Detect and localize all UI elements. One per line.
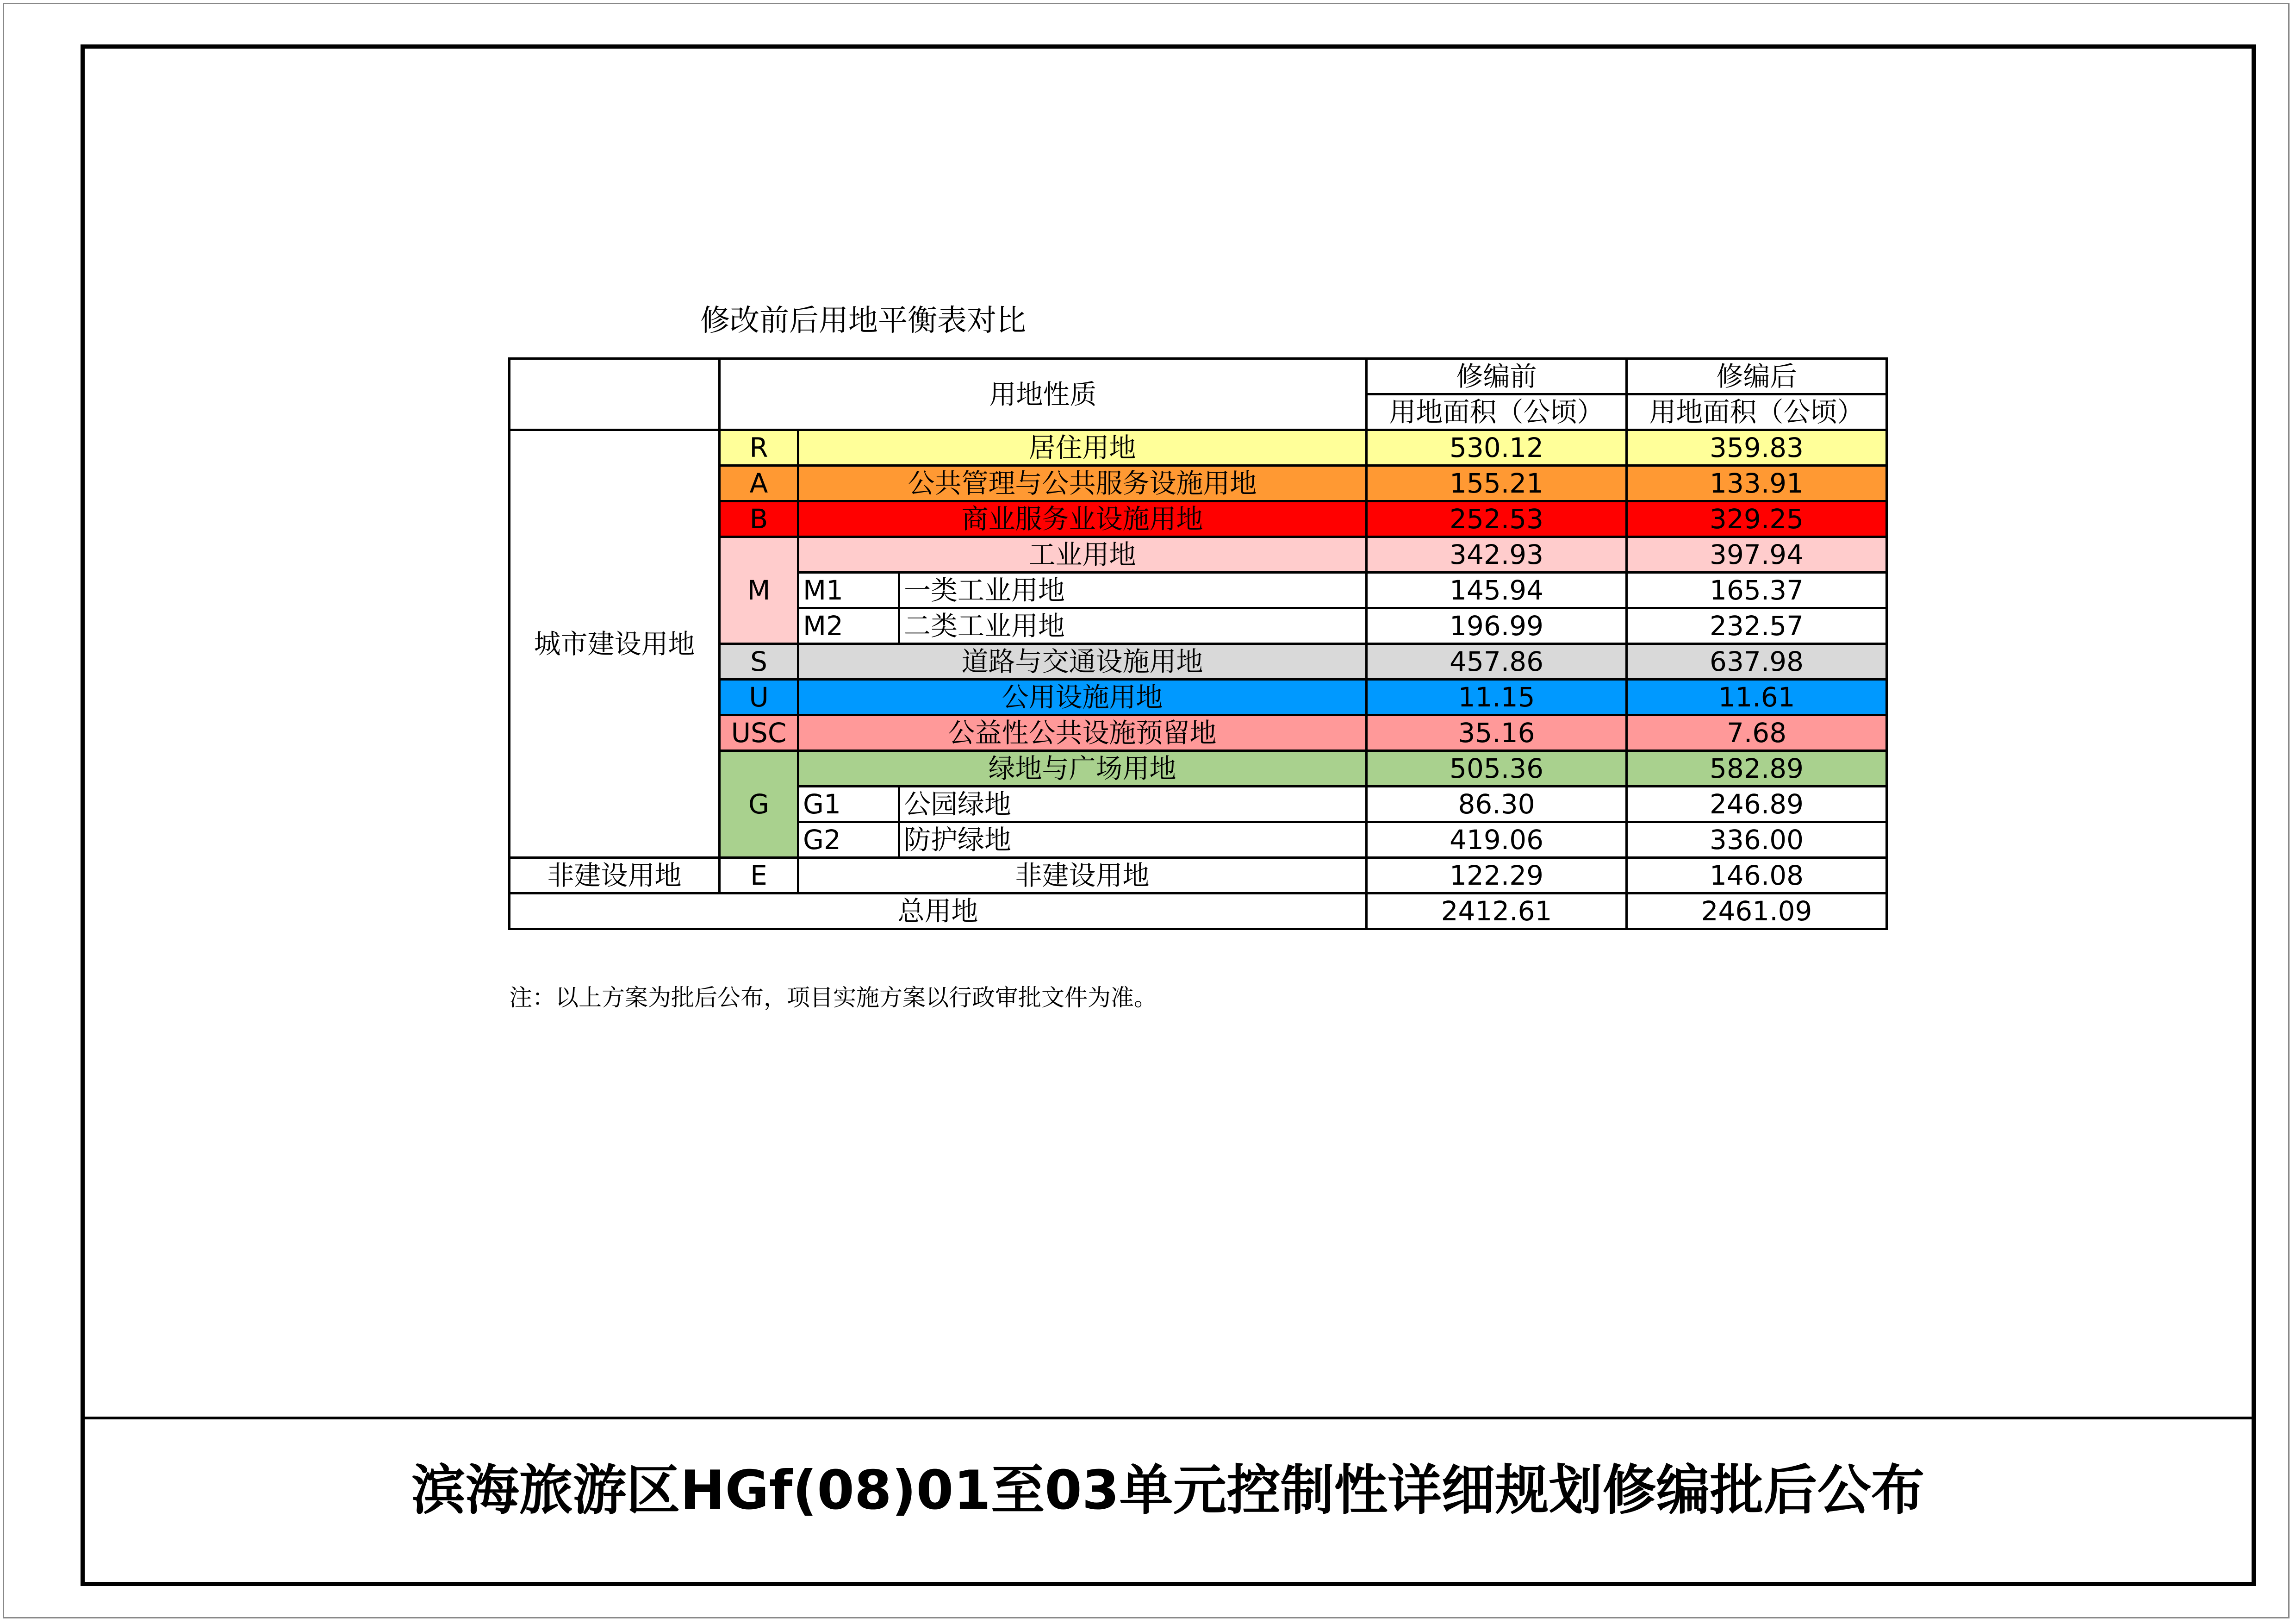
name-cell: 居住用地	[798, 430, 1367, 466]
value-before: 86.30	[1367, 787, 1627, 822]
code-cell: R	[720, 430, 798, 466]
plan-title: 滨海旅游区HGf(08)01至03单元控制性详细规划修编批后公布	[411, 1459, 1925, 1522]
value-after: 165.37	[1627, 573, 1887, 608]
value-after: 232.57	[1627, 608, 1887, 644]
value-after: 11.61	[1627, 680, 1887, 715]
value-before: 505.36	[1367, 751, 1627, 787]
value-after: 246.89	[1627, 787, 1887, 822]
value-before: 196.99	[1367, 608, 1627, 644]
header-row-1	[510, 359, 1887, 394]
name-cell: 绿地与广场用地	[798, 751, 1367, 787]
header-area-before: 用地面积（公顷）	[1367, 394, 1627, 430]
table-title: 修改前后用地平衡表对比	[700, 304, 1026, 338]
code-cell: E	[720, 858, 798, 893]
subcode-cell: G1	[798, 787, 899, 822]
subcode-cell: M1	[798, 573, 899, 608]
value-after: 397.94	[1627, 537, 1887, 573]
header-blank	[510, 359, 720, 430]
name-cell: 二类工业用地	[899, 608, 1367, 644]
name-cell: 商业服务业设施用地	[798, 501, 1367, 537]
header-before: 修编前	[1367, 359, 1627, 394]
value-before: 342.93	[1367, 537, 1627, 573]
value-after: 146.08	[1627, 858, 1887, 893]
total-after: 2461.09	[1627, 893, 1887, 929]
total-before: 2412.61	[1367, 893, 1627, 929]
name-cell: 道路与交通设施用地	[798, 644, 1367, 680]
name-cell: 防护绿地	[899, 822, 1367, 858]
code-cell: USC	[720, 715, 798, 751]
value-before: 145.94	[1367, 573, 1627, 608]
table-row	[510, 858, 1887, 893]
value-after: 329.25	[1627, 501, 1887, 537]
title-block-divider	[81, 1417, 2256, 1419]
subcode-cell: M2	[798, 608, 899, 644]
value-after: 637.98	[1627, 644, 1887, 680]
code-cell: M	[720, 537, 798, 644]
table-note: 注：以上方案为批后公布，项目实施方案以行政审批文件为准。	[509, 984, 1157, 1011]
name-cell: 一类工业用地	[899, 573, 1367, 608]
code-cell: U	[720, 680, 798, 715]
value-after: 133.91	[1627, 466, 1887, 501]
land-use-balance-table	[508, 357, 1888, 930]
name-cell: 公共管理与公共服务设施用地	[798, 466, 1367, 501]
code-cell: G	[720, 751, 798, 858]
name-cell: 公益性公共设施预留地	[798, 715, 1367, 751]
value-before: 122.29	[1367, 858, 1627, 893]
table-row	[510, 430, 1887, 466]
header-land-use: 用地性质	[720, 359, 1367, 430]
value-after: 582.89	[1627, 751, 1887, 787]
value-after: 336.00	[1627, 822, 1887, 858]
value-after: 359.83	[1627, 430, 1887, 466]
value-before: 457.86	[1367, 644, 1627, 680]
total-row	[510, 893, 1887, 929]
value-after: 7.68	[1627, 715, 1887, 751]
code-cell: B	[720, 501, 798, 537]
code-cell: S	[720, 644, 798, 680]
header-area-after: 用地面积（公顷）	[1627, 394, 1887, 430]
total-label: 总用地	[510, 893, 1367, 929]
code-cell: A	[720, 466, 798, 501]
value-before: 252.53	[1367, 501, 1627, 537]
value-before: 530.12	[1367, 430, 1627, 466]
header-after: 修编后	[1627, 359, 1887, 394]
value-before: 11.15	[1367, 680, 1627, 715]
group-non-construction: 非建设用地	[510, 858, 720, 893]
name-cell: 公用设施用地	[798, 680, 1367, 715]
value-before: 35.16	[1367, 715, 1627, 751]
value-before: 419.06	[1367, 822, 1627, 858]
group-urban-construction: 城市建设用地	[510, 430, 720, 858]
subcode-cell: G2	[798, 822, 899, 858]
name-cell: 工业用地	[798, 537, 1367, 573]
value-before: 155.21	[1367, 466, 1627, 501]
name-cell: 非建设用地	[798, 858, 1367, 893]
name-cell: 公园绿地	[899, 787, 1367, 822]
